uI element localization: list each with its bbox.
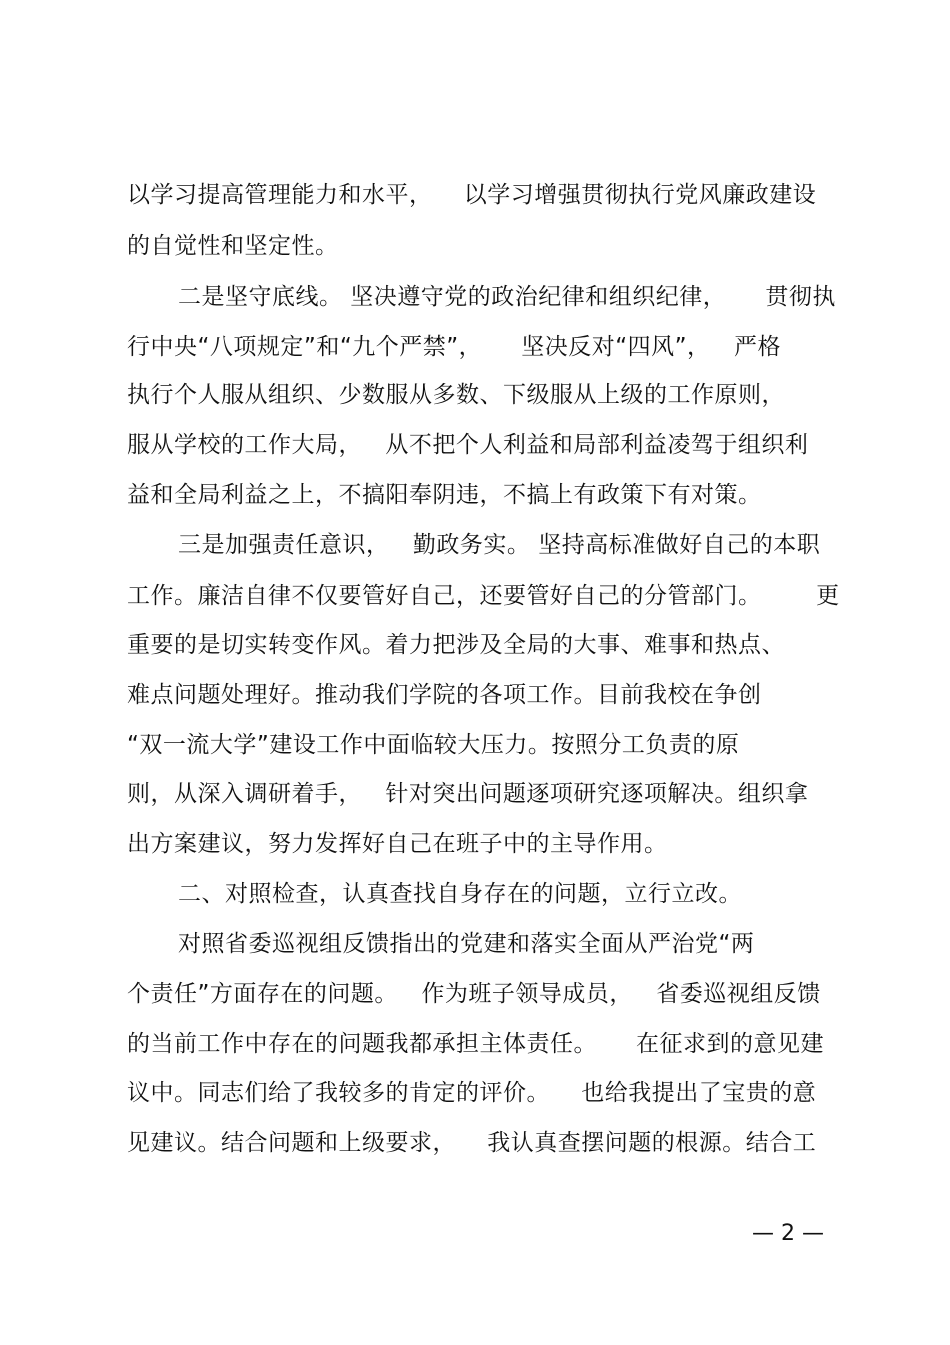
text-line: 行中央“八项规定”和“九个严禁”， 坚决反对“四风”， 严格 [127, 334, 781, 360]
text-line: 工作。廉洁自律不仅要管好自己，还要管好自己的分管部门。 更 [127, 583, 840, 609]
text-line: 议中。同志们给了我较多的肯定的评价。 也给我提出了宝贵的意 [127, 1080, 817, 1106]
text-line: 的自觉性和坚定性。 [127, 233, 339, 259]
text-line: “双一流大学”建设工作中面临较大压力。按照分工负责的原 [127, 732, 740, 758]
text-line: 服从学校的工作大局， 从不把个人利益和局部利益凌驾于组织利 [127, 432, 809, 458]
text-line: 对照省委巡视组反馈指出的党建和落实全面从严治党“两 [178, 931, 755, 957]
text-line: 执行个人服从组织、少数服从多数、下级服从上级的工作原则， [127, 382, 785, 408]
text-line: 益和全局利益之上，不搞阳奉阴违，不搞上有政策下有对策。 [127, 482, 762, 508]
text-line: 重要的是切实转变作风。着力把涉及全局的大事、难事和热点、 [127, 632, 785, 658]
text-line: 见建议。结合问题和上级要求， 我认真查摆问题的根源。结合工 [127, 1130, 817, 1156]
text-line: 以学习提高管理能力和水平， 以学习增强贯彻执行党风廉政建设 [127, 182, 817, 208]
text-line: 二是坚守底线。 坚决遵守党的政治纪律和组织纪律， 贯彻执 [178, 284, 836, 310]
page-number: — 2 — [752, 1221, 824, 1246]
section-heading: 二、对照检查，认真查找自身存在的问题，立行立改。 [178, 881, 742, 907]
text-line: 的当前工作中存在的问题我都承担主体责任。 在征求到的意见建 [127, 1031, 825, 1057]
text-line: 出方案建议，努力发挥好自己在班子中的主导作用。 [127, 831, 668, 857]
text-line: 则，从深入调研着手， 针对突出问题逐项研究逐项解决。组织拿 [127, 781, 809, 807]
text-line: 三是加强责任意识， 勤政务实。 坚持高标准做好自己的本职 [178, 532, 821, 558]
text-line: 难点问题处理好。推动我们学院的各项工作。目前我校在争创 [127, 682, 762, 708]
text-line: 个责任”方面存在的问题。 作为班子领导成员， 省委巡视组反馈 [127, 981, 821, 1007]
